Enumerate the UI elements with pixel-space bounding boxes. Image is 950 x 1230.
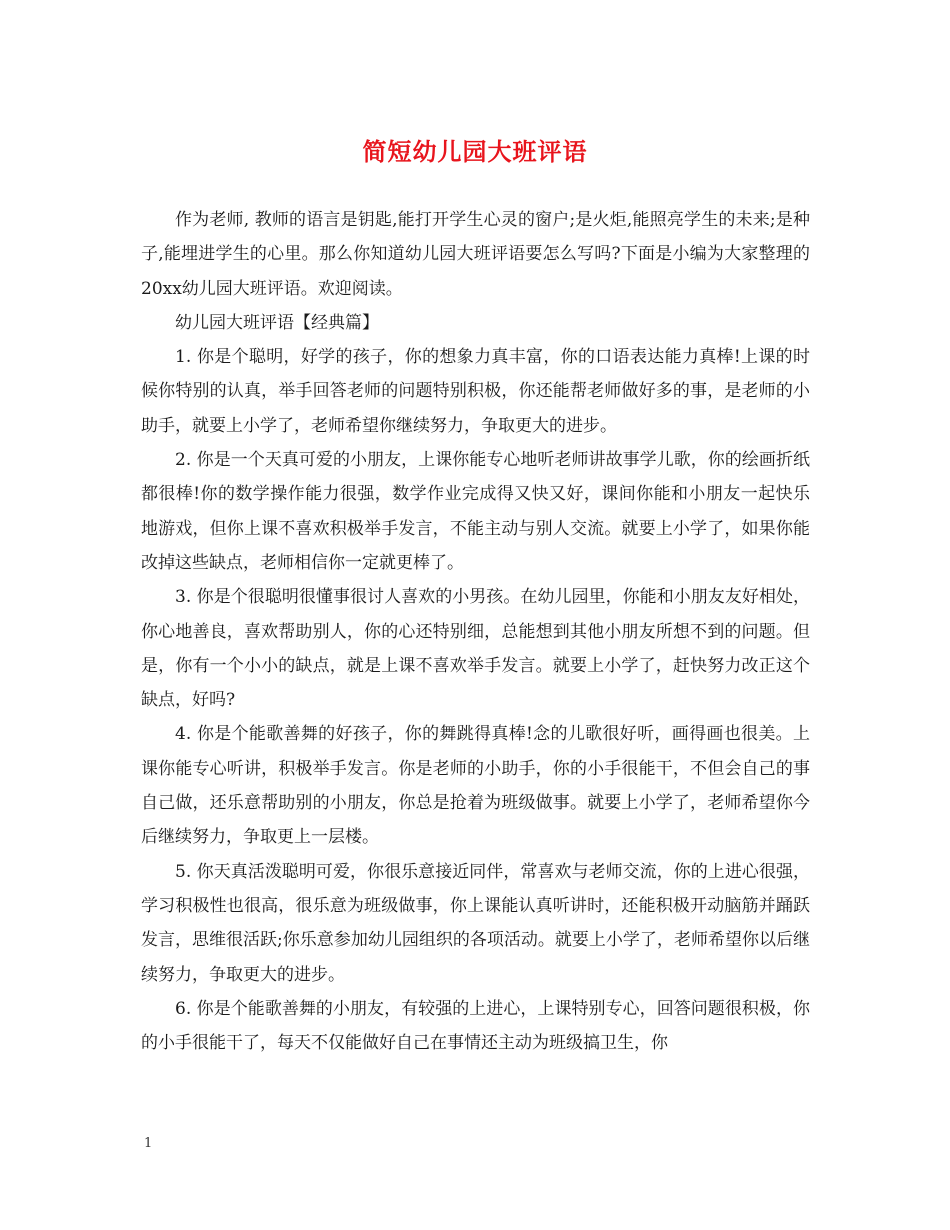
intro-paragraph: 作为老师, 教师的语言是钥匙,能打开学生心灵的窗户;是火炬,能照亮学生的未来;是种子,能埋进学生的心里。那么你知道幼儿园大班评语要怎么写吗?下面是小编为大家整理的20xx幼儿园大班评语。欢迎阅读。 <box>141 210 810 299</box>
document-body <box>141 203 810 1060</box>
comment-item-4: 4. 你是个能歌善舞的好孩子，你的舞跳得真棒!念的儿歌很好听，画得画也很美。上课你能专心听讲，积极举手发言。你是老师的小助手，你的小手很能干，不但会自己的事自己做，还乐意帮助别的小朋友，你总是抢着为班级做事。就要上小学了，老师希望你今后继续努力，争取更上一层楼。 <box>141 724 810 848</box>
comment-item-1: 1. 你是个聪明，好学的孩子，你的想象力真丰富，你的口语表达能力真棒!上课的时候你特别的认真，举手回答老师的问题特别积极，你还能帮老师做好多的事，是老师的小助手，就要上小学了，老师希望你继续努力，争取更大的进步。 <box>141 347 810 436</box>
comment-item-2: 2. 你是一个天真可爱的小朋友，上课你能专心地听老师讲故事学儿歌，你的绘画折纸都很棒!你的数学操作能力很强，数学作业完成得又快又好，课间你能和小朋友一起快乐地游戏，但你上课不喜欢积极举手发言，不能主动与别人交流。就要上小学了，如果你能改掉这些缺点，老师相信你一定就更棒了。 <box>141 450 810 573</box>
page-title: 简短幼儿园大班评语 <box>362 137 588 166</box>
comment-item-3: 3. 你是个很聪明很懂事很讨人喜欢的小男孩。在幼儿园里，你能和小朋友友好相处，你心地善良，喜欢帮助别人，你的心还特别细，总能想到其他小朋友所想不到的问题。但是，你有一个小小的缺点，就是上课不喜欢举手发言。就要上小学了，赶快努力改正这个缺点，好吗? <box>141 587 810 711</box>
section-heading: 幼儿园大班评语【经典篇】 <box>175 312 379 333</box>
comment-item-5: 5. 你天真活泼聪明可爱，你很乐意接近同伴，常喜欢与老师交流，你的上进心很强，学习积极性也很高，很乐意为班级做事，你上课能认真听讲时，还能积极开动脑筋并踊跃发言，思维很活跃;你乐意参加幼儿园组织的各项活动。就要上小学了，老师希望你以后继续努力，争取更大的进步。 <box>141 861 810 985</box>
comment-item-6: 6. 你是个能歌善舞的小朋友，有较强的上进心，上课特别专心，回答问题很积极，你的小手很能干了，每天不仅能做好自己在事情还主动为班级搞卫生，你 <box>141 998 810 1054</box>
page-number: 1 <box>144 1136 153 1151</box>
